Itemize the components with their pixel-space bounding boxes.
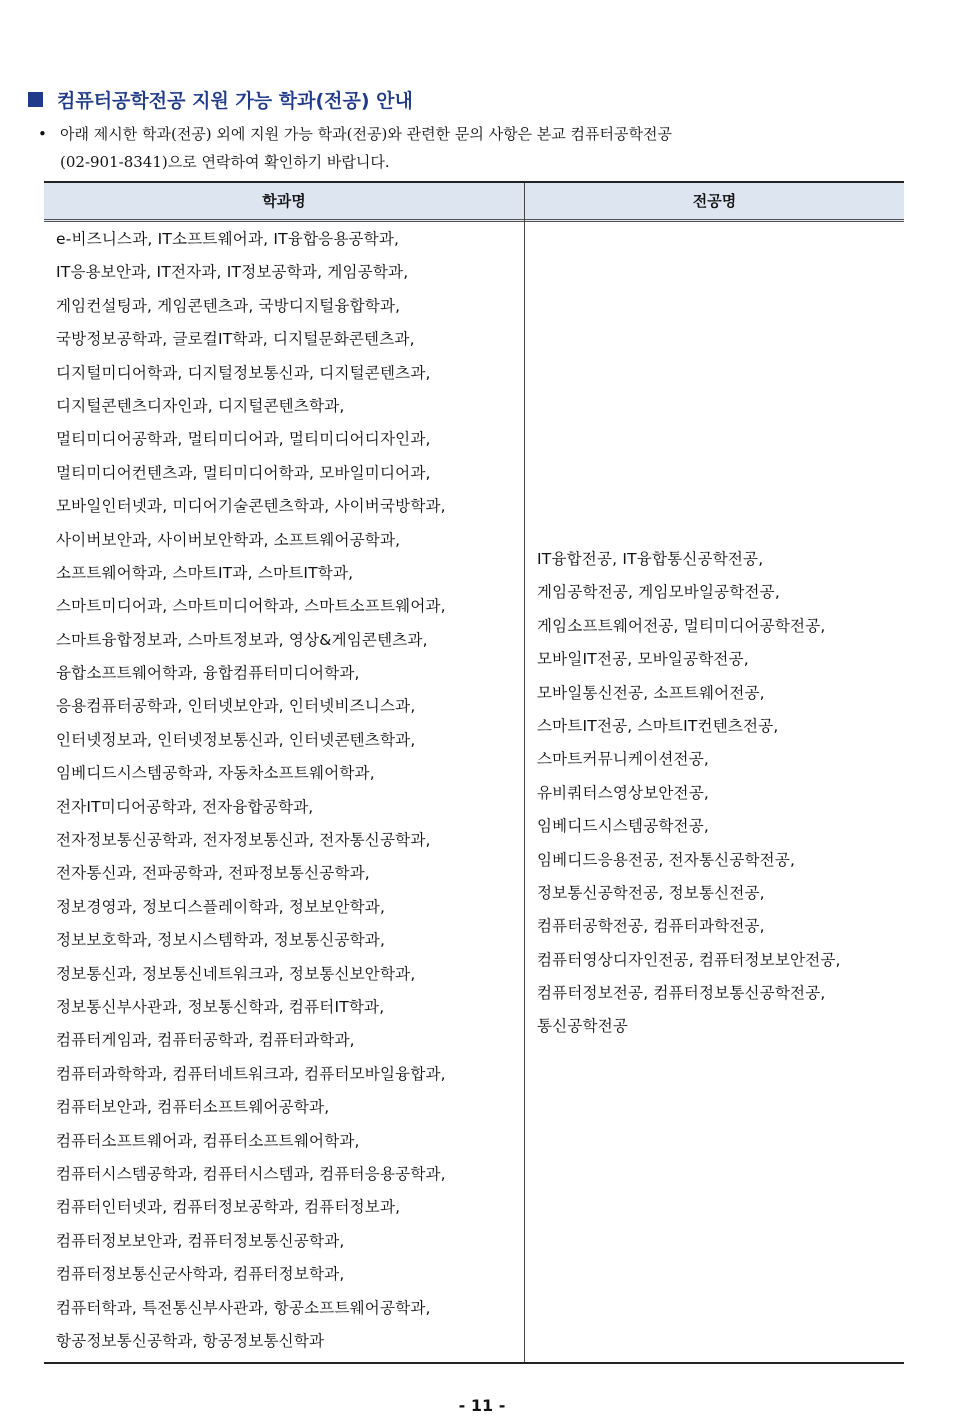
list-item: 통신공학전공	[537, 1017, 629, 1036]
list-item: 컴퓨터학과, 특전통신부사관과, 항공소프트웨어공학과,	[56, 1298, 431, 1317]
list-item: 게임컨설팅과, 게임콘텐츠과, 국방디지털융합학과,	[56, 296, 401, 315]
list-item: 멀티미디어공학과, 멀티미디어과, 멀티미디어디자인과,	[56, 430, 431, 449]
list-item: 정보통신부사관과, 정보통신학과, 컴퓨터IT학과,	[56, 997, 385, 1016]
section-heading	[28, 86, 413, 113]
square-bullet-icon	[28, 92, 43, 107]
list-item: 국방정보공학과, 글로컬IT학과, 디지털문화콘텐츠과,	[56, 330, 415, 349]
list-item: 정보통신과, 정보통신네트워크과, 정보통신보안학과,	[56, 964, 416, 983]
list-item: 스마트IT전공, 스마트IT컨텐츠전공,	[537, 716, 779, 735]
list-item: 임베디드응용전공, 전자통신공학전공,	[537, 850, 796, 869]
list-item: 컴퓨터정보보안과, 컴퓨터정보통신공학과,	[56, 1231, 345, 1250]
list-item: 게임소프트웨어전공, 멀티미디어공학전공,	[537, 616, 826, 635]
header-department: 학과명	[262, 192, 306, 210]
header-major: 전공명	[692, 192, 737, 210]
list-item: 모바일인터넷과, 미디어기술콘텐츠학과, 사이버국방학과,	[56, 497, 446, 516]
eligible-departments-table	[44, 181, 904, 1364]
note-line-1: 아래 제시한 학과(전공) 외에 지원 가능 학과(전공)와 관련한 문의 사항은 본교 컴퓨터공학전공	[60, 125, 672, 143]
list-item: 디지털미디어학과, 디지털정보통신과, 디지털콘텐츠과,	[56, 363, 431, 382]
heading-text: 컴퓨터공학전공 지원 가능 학과(전공) 안내	[57, 90, 413, 112]
list-item: 전자IT미디어공학과, 전자융합공학과,	[56, 797, 314, 816]
list-item: 컴퓨터시스템공학과, 컴퓨터시스템과, 컴퓨터응용공학과,	[56, 1164, 446, 1183]
list-item: 융합소프트웨어학과, 융합컴퓨터미디어학과,	[56, 664, 360, 683]
list-item: 컴퓨터정보전공, 컴퓨터정보통신공학전공,	[537, 984, 826, 1003]
list-item: 게임공학전공, 게임모바일공학전공,	[537, 583, 780, 602]
list-item: 컴퓨터인터넷과, 컴퓨터정보공학과, 컴퓨터정보과,	[56, 1198, 401, 1217]
list-item: 컴퓨터소프트웨어과, 컴퓨터소프트웨어학과,	[56, 1131, 360, 1150]
list-item: 컴퓨터공학전공, 컴퓨터과학전공,	[537, 917, 765, 936]
table-header	[44, 183, 904, 222]
list-item: 정보경영과, 정보디스플레이학과, 정보보안학과,	[56, 897, 386, 916]
list-item: 스마트융합정보과, 스마트정보과, 영상&게임콘텐츠과,	[56, 630, 428, 649]
list-item: 전자정보통신공학과, 전자정보통신과, 전자통신공학과,	[56, 831, 431, 850]
list-item: 멀티미디어컨텐츠과, 멀티미디어학과, 모바일미디어과,	[56, 463, 431, 482]
list-item: 응용컴퓨터공학과, 인터넷보안과, 인터넷비즈니스과,	[56, 697, 416, 716]
list-item: 사이버보안과, 사이버보안학과, 소프트웨어공학과,	[56, 530, 401, 549]
list-item: 전자통신과, 전파공학과, 전파정보통신공학과,	[56, 864, 370, 883]
list-item: 컴퓨터과학학과, 컴퓨터네트워크과, 컴퓨터모바일융합과,	[56, 1064, 446, 1083]
major-list	[537, 543, 902, 1044]
list-item: e-비즈니스과, IT소프트웨어과, IT융합응용공학과,	[56, 230, 400, 248]
list-item: 정보통신공학전공, 정보통신전공,	[537, 883, 765, 902]
list-item: 디지털콘텐츠디자인과, 디지털콘텐츠학과,	[56, 396, 345, 415]
list-item: 컴퓨터영상디자인전공, 컴퓨터정보보안전공,	[537, 950, 841, 969]
list-item: IT응용보안과, IT전자과, IT정보공학과, 게임공학과,	[56, 263, 409, 282]
list-item: 모바일IT전공, 모바일공학전공,	[537, 650, 749, 669]
bullet-icon: •	[38, 125, 47, 143]
list-item: 임베디드시스템공학과, 자동차소프트웨어학과,	[56, 764, 375, 783]
list-item: 스마트커뮤니케이션전공,	[537, 750, 710, 769]
list-item: 컴퓨터보안과, 컴퓨터소프트웨어공학과,	[56, 1098, 330, 1117]
list-item: 유비쿼터스영상보안전공,	[537, 783, 710, 802]
list-item: 인터넷정보과, 인터넷정보통신과, 인터넷콘텐츠학과,	[56, 730, 416, 749]
list-item: 스마트미디어과, 스마트미디어학과, 스마트소프트웨어과,	[56, 597, 446, 616]
list-item: 정보보호학과, 정보시스템학과, 정보통신공학과,	[56, 931, 386, 950]
list-item: 항공정보통신공학과, 항공정보통신학과	[56, 1331, 325, 1350]
list-item: 컴퓨터정보통신군사학과, 컴퓨터정보학과,	[56, 1265, 345, 1284]
column-divider	[524, 183, 525, 1362]
list-item: 컴퓨터게임과, 컴퓨터공학과, 컴퓨터과학과,	[56, 1031, 355, 1050]
department-list	[56, 223, 522, 1358]
page-number: - 11 -	[458, 1396, 506, 1415]
list-item: 모바일통신전공, 소프트웨어전공,	[537, 683, 765, 702]
list-item: IT융합전공, IT융합통신공학전공,	[537, 550, 764, 568]
note-line-2: (02-901-8341)으로 연락하여 확인하기 바랍니다.	[60, 153, 390, 171]
list-item: 임베디드시스템공학전공,	[537, 817, 710, 836]
list-item: 소프트웨어학과, 스마트IT과, 스마트IT학과,	[56, 563, 354, 582]
